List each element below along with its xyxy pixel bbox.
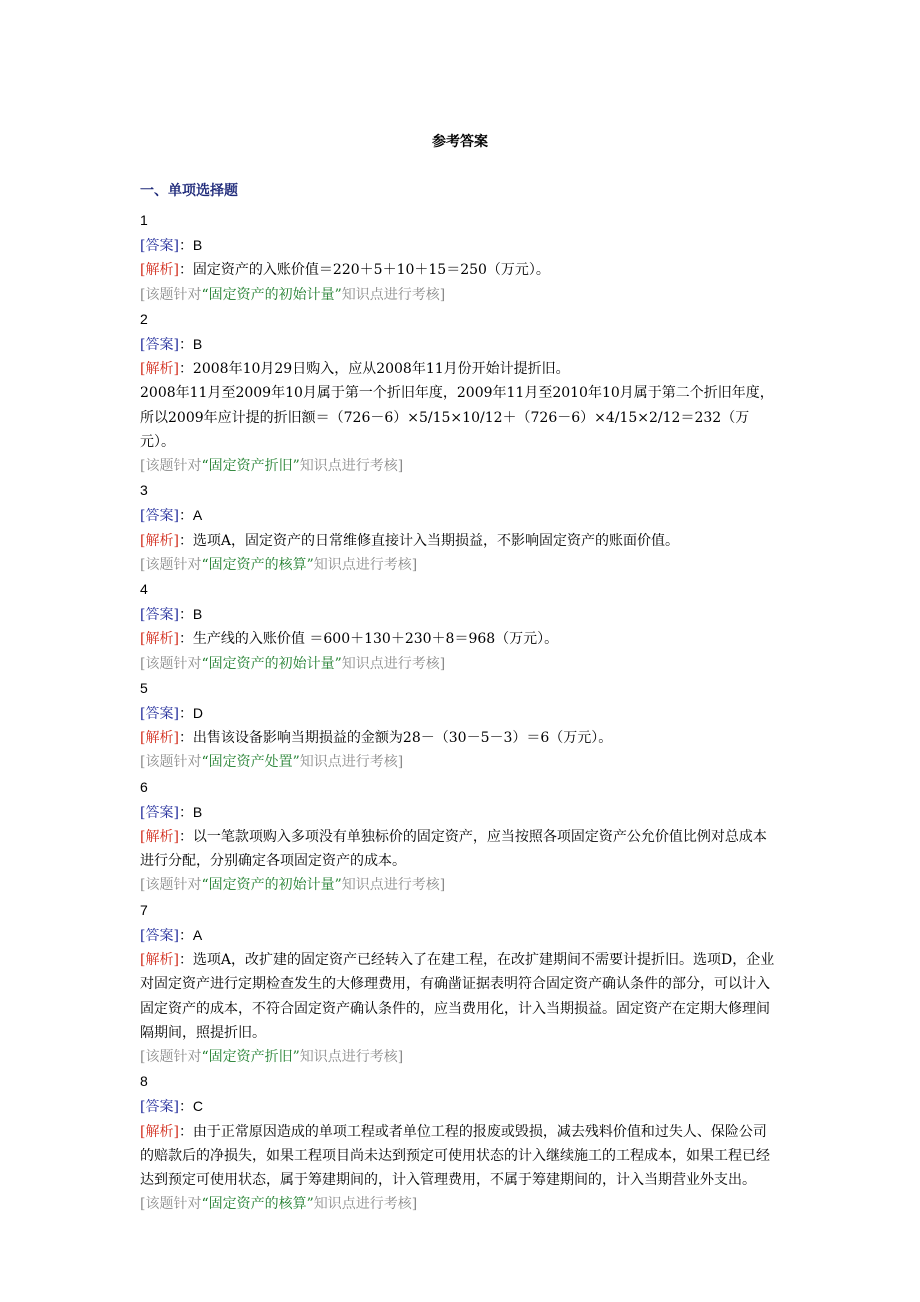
answer-value: ：A — [178, 507, 203, 524]
page-title: 参考答案 — [432, 134, 488, 150]
answer-label: [答案] — [140, 508, 179, 525]
explanation-text: ：选项A，改扩建的固定资产已经转入了在建工程，在改扩建期间不需要计提折旧。选项D，企业对固定资产进行定期检查发生的大修理费用，有确凿证据表明符合固定资产确认条件的部分，可以计入固定资产的成本，不符合固定资产确认条件的，应当费用化，计入当期损益。固定资产在定期大修理间隔期间，照提折旧。 — [140, 952, 775, 1041]
section-heading: 一、单项选择题 — [140, 183, 238, 199]
explanation-label: [解析] — [140, 532, 179, 549]
explanation-label: [解析] — [140, 631, 179, 648]
question-number-text: 2 — [140, 310, 148, 327]
note-prefix: [该题针对 — [140, 286, 202, 303]
explanation-line — [140, 529, 780, 553]
question-number — [140, 1069, 780, 1094]
answer-value: ：A — [178, 926, 203, 943]
explanation-text: ：由于正常原因造成的单项工程或者单位工程的报废或毁损，减去残料价值和过失人、保险公司的赔款后的净损失，如果工程项目尚未达到预定可使用状态的计入继续施工的工程成本，如果工程已经达到预定可使用状态，属于筹建期间的，计入管理费用，不属于筹建期间的，计入当期营业外支出。 — [140, 1123, 770, 1188]
question-number — [140, 676, 780, 701]
explanation-text: ：出售该设备影响当期损益的金额为28－（30－5－3）＝6（万元）。 — [178, 730, 613, 747]
answer-value: ：B — [178, 606, 203, 623]
question-number-text: 4 — [140, 581, 148, 598]
question-number-text: 3 — [140, 482, 148, 499]
explanation-text: ：生产线的入账价值 ＝600＋130＋230＋8＝968（万元）。 — [178, 631, 559, 648]
question-number-text: 7 — [140, 901, 148, 918]
note-suffix: 知识点进行考核] — [313, 556, 418, 573]
answer-list — [140, 208, 780, 1216]
question-number — [140, 208, 780, 233]
knowledge-point: “固定资产的初始计量” — [201, 286, 342, 303]
explanation-label: [解析] — [140, 829, 179, 846]
explanation-line — [140, 726, 780, 750]
knowledge-note — [140, 873, 780, 897]
question-number-text: 8 — [140, 1073, 148, 1090]
knowledge-point: “固定资产折旧” — [201, 1048, 300, 1065]
explanation-line — [140, 948, 780, 1045]
explanation-label: [解析] — [140, 262, 179, 279]
knowledge-point: “固定资产折旧” — [201, 458, 300, 475]
answer-label: [答案] — [140, 927, 179, 944]
question-number-text: 6 — [140, 778, 148, 795]
answer-value: ：C — [178, 1098, 204, 1115]
explanation-line — [140, 1120, 780, 1193]
answer-line — [140, 800, 780, 825]
answer-label: [答案] — [140, 706, 179, 723]
explanation-text: ：选项A，固定资产的日常维修直接计入当期损益，不影响固定资产的账面价值。 — [178, 532, 680, 549]
answer-line — [140, 923, 780, 948]
knowledge-note — [140, 283, 780, 307]
knowledge-point: “固定资产处置” — [201, 754, 300, 771]
knowledge-point: “固定资产的初始计量” — [201, 655, 342, 672]
explanation-line — [140, 258, 780, 282]
explanation-line — [140, 381, 780, 454]
question-number — [140, 307, 780, 332]
note-suffix: 知识点进行考核] — [341, 877, 446, 894]
note-prefix: [该题针对 — [140, 655, 202, 672]
explanation-text: ：固定资产的入账价值＝220＋5＋10＋15＝250（万元）。 — [178, 262, 550, 279]
note-suffix: 知识点进行考核] — [313, 1196, 418, 1213]
answer-label: [答案] — [140, 1099, 179, 1116]
question-number-text: 5 — [140, 679, 148, 696]
answer-label: [答案] — [140, 337, 179, 354]
knowledge-point: “固定资产的核算” — [201, 556, 314, 573]
note-prefix: [该题针对 — [140, 754, 202, 771]
question-number-text: 1 — [140, 212, 148, 228]
answer-line — [140, 1094, 780, 1119]
knowledge-point: “固定资产的核算” — [201, 1196, 314, 1213]
answer-line — [140, 332, 780, 357]
explanation-label: [解析] — [140, 1123, 179, 1140]
question-number — [140, 898, 780, 923]
explanation-text: ：以一笔款项购入多项没有单独标价的固定资产，应当按照各项固定资产公允价值比例对总成本进行分配，分别确定各项固定资产的成本。 — [140, 829, 767, 870]
answer-line — [140, 602, 780, 627]
answer-label: [答案] — [140, 238, 179, 255]
explanation-line — [140, 627, 780, 651]
answer-line — [140, 503, 780, 528]
explanation-line — [140, 357, 780, 381]
note-suffix: 知识点进行考核] — [341, 286, 446, 303]
knowledge-note — [140, 750, 780, 774]
question-number — [140, 577, 780, 602]
answer-value: ：D — [178, 705, 204, 722]
answer-line — [140, 701, 780, 726]
answer-label: [答案] — [140, 607, 179, 624]
question-number — [140, 775, 780, 800]
note-suffix: 知识点进行考核] — [341, 655, 446, 672]
explanation-text: ：2008年10月29日购入，应从2008年11月份开始计提折旧。 — [178, 361, 570, 378]
note-suffix: 知识点进行考核] — [299, 1048, 404, 1065]
note-prefix: [该题针对 — [140, 556, 202, 573]
note-prefix: [该题针对 — [140, 1196, 202, 1213]
note-prefix: [该题针对 — [140, 877, 202, 894]
note-suffix: 知识点进行考核] — [299, 754, 404, 771]
question-number — [140, 478, 780, 503]
explanation-text: 2008年11月至2009年10月属于第一个折旧年度，2009年11月至2010年10月属于第二个折旧年度，所以2009年应计提的折旧额＝（726－6）×5/15×10/12＋（726－6）×4/15×2/12＝232（万元）。 — [140, 385, 774, 450]
answer-line — [140, 233, 780, 258]
knowledge-note — [140, 1192, 780, 1216]
answer-value: ：B — [178, 237, 203, 254]
answer-value: ：B — [178, 336, 203, 353]
note-prefix: [该题针对 — [140, 1048, 202, 1065]
answer-value: ：B — [178, 803, 203, 820]
knowledge-point: “固定资产的初始计量” — [201, 877, 342, 894]
knowledge-note — [140, 553, 780, 577]
explanation-label: [解析] — [140, 952, 179, 969]
explanation-label: [解析] — [140, 730, 179, 747]
note-prefix: [该题针对 — [140, 458, 202, 475]
explanation-line — [140, 825, 780, 873]
knowledge-note — [140, 1045, 780, 1069]
answer-label: [答案] — [140, 804, 179, 821]
knowledge-note — [140, 652, 780, 676]
knowledge-note — [140, 454, 780, 478]
note-suffix: 知识点进行考核] — [299, 458, 404, 475]
explanation-label: [解析] — [140, 361, 179, 378]
